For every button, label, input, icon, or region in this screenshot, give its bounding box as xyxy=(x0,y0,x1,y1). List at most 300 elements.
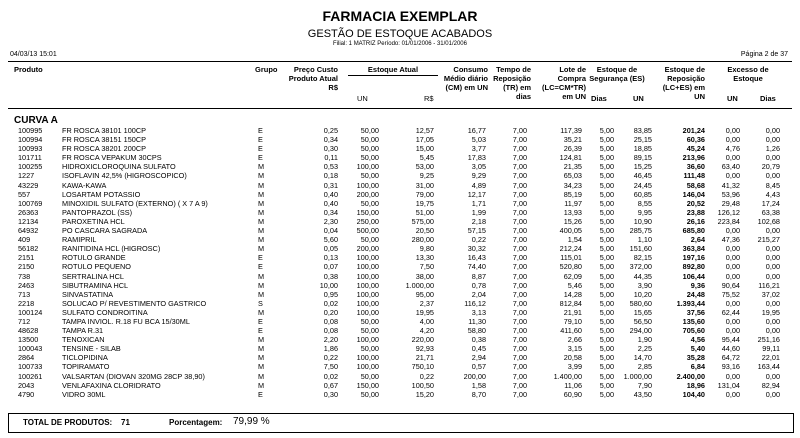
row-excesso-un: 0,00 xyxy=(725,262,740,272)
row-tempo: 7,00 xyxy=(512,344,527,354)
row-seguranca-un: 9,95 xyxy=(637,207,652,217)
row-description: TENOXICAN xyxy=(62,335,105,345)
row-group: M xyxy=(258,371,265,381)
row-tempo: 7,00 xyxy=(512,380,527,390)
row-seguranca-un: 285,75 xyxy=(629,226,652,236)
row-excesso-un: 0,00 xyxy=(725,153,740,163)
row-seguranca-un: 89,15 xyxy=(633,153,652,163)
row-excesso-un: 53,96 xyxy=(721,189,740,199)
col-excesso-un: UN xyxy=(727,94,738,103)
header-bottom-rule xyxy=(8,108,792,109)
row-code: 43229 xyxy=(18,180,39,190)
row-tempo: 7,00 xyxy=(512,207,527,217)
row-seguranca-un: 2,85 xyxy=(637,362,652,372)
row-lote: 35,21 xyxy=(563,135,582,145)
curve-label: CURVA A xyxy=(14,115,58,126)
row-excesso-un: 0,00 xyxy=(725,253,740,263)
row-excesso-dias: 22,01 xyxy=(761,353,780,363)
table-row xyxy=(0,272,800,281)
row-preco-custo: 10,00 xyxy=(319,280,338,290)
row-consumo: 9,29 xyxy=(471,171,486,181)
row-reposicao: 36,60 xyxy=(686,162,705,172)
row-lote: 20,58 xyxy=(563,353,582,363)
row-excesso-dias: 0,00 xyxy=(765,153,780,163)
row-excesso-un: 95,44 xyxy=(721,335,740,345)
row-estoque-un: 50,00 xyxy=(360,171,379,181)
row-estoque-un: 50,00 xyxy=(360,326,379,336)
row-excesso-dias: 0,00 xyxy=(765,226,780,236)
row-description: VIDRO 30ML xyxy=(62,389,106,399)
row-lote: 5,46 xyxy=(567,280,582,290)
row-estoque-un: 200,00 xyxy=(356,189,379,199)
row-excesso-dias: 116,21 xyxy=(758,280,780,290)
row-excesso-dias: 20,79 xyxy=(761,162,780,172)
row-estoque-rs: 9,25 xyxy=(419,171,434,181)
row-seguranca-un: 1,90 xyxy=(637,335,652,345)
row-excesso-dias: 0,00 xyxy=(765,126,780,135)
row-lote: 411,60 xyxy=(560,326,582,336)
row-seguranca-un: 43,50 xyxy=(633,389,652,399)
row-group: M xyxy=(258,180,265,190)
report-datetime: 04/03/13 15:01 xyxy=(10,51,57,58)
row-estoque-un: 50,00 xyxy=(360,198,379,208)
row-seguranca-un: 56,50 xyxy=(633,316,652,326)
row-estoque-un: 100,00 xyxy=(356,298,379,308)
row-reposicao: 135,60 xyxy=(682,316,705,326)
row-excesso-dias: 0,00 xyxy=(765,262,780,272)
col-estoque-un: UN xyxy=(357,94,368,103)
row-tempo: 7,00 xyxy=(512,153,527,163)
row-excesso-un: 223,84 xyxy=(717,216,740,226)
row-description: FR ROSCA 38151 150CP xyxy=(62,135,146,145)
row-consumo: 11,30 xyxy=(468,316,486,326)
row-seguranca-dias: 5,00 xyxy=(599,244,614,254)
row-lote: 2,66 xyxy=(567,335,582,345)
row-description: PAROXETINA HCL xyxy=(62,216,125,226)
row-description: RAMIPRIL xyxy=(62,235,97,245)
row-seguranca-un: 24,45 xyxy=(633,180,652,190)
row-group: E xyxy=(258,126,263,135)
row-lote: 79,10 xyxy=(563,316,582,326)
row-description: SULFATO CONDROITINA xyxy=(62,307,148,317)
row-reposicao: 892,80 xyxy=(682,262,705,272)
total-products-label: TOTAL DE PRODUTOS: xyxy=(23,418,113,427)
row-reposicao: 685,80 xyxy=(682,226,705,236)
row-code: 100255 xyxy=(18,162,43,172)
row-seguranca-un: 2,25 xyxy=(637,344,652,354)
row-seguranca-dias: 5,00 xyxy=(599,198,614,208)
row-excesso-dias: 4,43 xyxy=(765,189,780,199)
row-preco-custo: 0,04 xyxy=(323,226,338,236)
row-estoque-un: 100,00 xyxy=(356,307,379,317)
row-code: 56182 xyxy=(18,244,39,254)
row-code: 100733 xyxy=(18,362,43,372)
row-consumo: 30,32 xyxy=(467,244,486,254)
row-preco-custo: 1,86 xyxy=(323,344,338,354)
row-consumo: 8,87 xyxy=(471,271,486,281)
table-row xyxy=(0,199,800,208)
table-row xyxy=(0,317,800,326)
row-excesso-un: 93,16 xyxy=(721,362,740,372)
row-seguranca-un: 3,90 xyxy=(637,280,652,290)
product-table xyxy=(0,126,800,399)
row-seguranca-dias: 5,00 xyxy=(599,135,614,145)
row-seguranca-un: 60,85 xyxy=(633,189,652,199)
row-seguranca-dias: 5,00 xyxy=(599,371,614,381)
table-row xyxy=(0,253,800,262)
row-seguranca-dias: 5,00 xyxy=(599,289,614,299)
row-estoque-un: 50,00 xyxy=(360,235,379,245)
row-tempo: 7,00 xyxy=(512,253,527,263)
row-description: SIBUTRAMINA HCL xyxy=(62,280,129,290)
row-preco-custo: 0,18 xyxy=(323,171,338,181)
row-estoque-un: 50,00 xyxy=(360,144,379,154)
row-reposicao: 45,24 xyxy=(686,144,705,154)
row-excesso-un: 0,00 xyxy=(725,135,740,145)
table-row xyxy=(0,190,800,199)
row-tempo: 7,00 xyxy=(512,307,527,317)
row-tempo: 7,00 xyxy=(512,326,527,336)
row-consumo: 17,83 xyxy=(467,153,486,163)
row-estoque-rs: 53,00 xyxy=(415,162,434,172)
row-excesso-dias: 1,26 xyxy=(765,144,780,154)
table-row xyxy=(0,390,800,399)
row-seguranca-dias: 5,00 xyxy=(599,326,614,336)
row-seguranca-dias: 5,00 xyxy=(599,271,614,281)
row-excesso-dias: 0,00 xyxy=(765,135,780,145)
row-lote: 62,09 xyxy=(563,271,582,281)
row-estoque-un: 50,00 xyxy=(360,344,379,354)
row-consumo: 1,71 xyxy=(471,198,486,208)
row-seguranca-un: 25,15 xyxy=(633,135,652,145)
row-description: ROTULO GRANDE xyxy=(62,253,126,263)
table-row xyxy=(0,335,800,344)
row-preco-custo: 0,34 xyxy=(323,207,338,217)
row-seguranca-dias: 5,00 xyxy=(599,344,614,354)
row-consumo: 1,58 xyxy=(471,380,486,390)
row-estoque-rs: 17,05 xyxy=(415,135,434,145)
row-consumo: 3,13 xyxy=(471,307,486,317)
row-estoque-un: 150,00 xyxy=(356,207,379,217)
row-description: KAWA-KAWA xyxy=(62,180,107,190)
row-tempo: 7,00 xyxy=(512,389,527,399)
row-seguranca-un: 18,85 xyxy=(633,144,652,154)
table-row xyxy=(0,326,800,335)
row-estoque-un: 100,00 xyxy=(356,362,379,372)
row-lote: 65,03 xyxy=(563,171,582,181)
row-preco-custo: 0,07 xyxy=(323,262,338,272)
table-row xyxy=(0,226,800,235)
row-group: M xyxy=(258,335,265,345)
row-excesso-dias: 163,44 xyxy=(757,362,780,372)
row-estoque-rs: 95,00 xyxy=(415,289,434,299)
row-tempo: 7,00 xyxy=(512,271,527,281)
estoque-atual-rule xyxy=(348,75,438,76)
row-description: VALSARTAN (DIOVAN 320MG 28CP 38,90) xyxy=(62,371,205,381)
row-tempo: 7,00 xyxy=(512,226,527,236)
row-seguranca-dias: 5,00 xyxy=(599,389,614,399)
row-excesso-un: 63,40 xyxy=(721,162,740,172)
report-subtitle: GESTÃO DE ESTOQUE ACABADOS xyxy=(307,28,493,40)
table-row xyxy=(0,144,800,153)
row-tempo: 7,00 xyxy=(512,198,527,208)
header-top-rule xyxy=(8,61,792,62)
report-title: FARMACIA EXEMPLAR xyxy=(322,8,478,24)
row-estoque-un: 50,00 xyxy=(360,389,379,399)
row-estoque-rs: 7,50 xyxy=(419,262,434,272)
col-preco-custo: Preço Custo Produto Atual R$ xyxy=(288,65,338,92)
row-seguranca-un: 15,65 xyxy=(633,307,652,317)
row-excesso-un: 44,60 xyxy=(721,344,740,354)
row-seguranca-un: 15,25 xyxy=(633,162,652,172)
row-excesso-dias: 0,00 xyxy=(765,371,780,381)
row-estoque-un: 100,00 xyxy=(356,353,379,363)
row-reposicao: 35,28 xyxy=(686,353,705,363)
row-reposicao: 2.400,00 xyxy=(676,371,705,381)
table-row xyxy=(0,299,800,308)
row-estoque-rs: 15,20 xyxy=(415,389,434,399)
row-preco-custo: 0,11 xyxy=(324,153,338,163)
row-seguranca-dias: 5,00 xyxy=(599,171,614,181)
row-lote: 14,28 xyxy=(563,289,582,299)
row-excesso-dias: 0,00 xyxy=(765,244,780,254)
row-code: 13500 xyxy=(18,335,39,345)
row-preco-custo: 0,67 xyxy=(323,380,338,390)
row-group: E xyxy=(258,153,263,163)
row-group: M xyxy=(258,380,265,390)
row-consumo: 0,57 xyxy=(471,362,486,372)
row-seguranca-dias: 5,00 xyxy=(599,380,614,390)
row-excesso-dias: 0,00 xyxy=(765,316,780,326)
row-preco-custo: 2,30 xyxy=(323,216,338,226)
row-seguranca-dias: 5,00 xyxy=(599,262,614,272)
row-lote: 3,15 xyxy=(567,344,582,354)
row-lote: 812,84 xyxy=(559,298,582,308)
row-tempo: 7,00 xyxy=(512,189,527,199)
col-seguranca-dias: Dias xyxy=(591,94,607,103)
row-excesso-dias: 19,95 xyxy=(761,307,780,317)
row-seguranca-un: 46,45 xyxy=(633,171,652,181)
row-excesso-un: 0,00 xyxy=(725,244,740,254)
row-excesso-un: 126,12 xyxy=(717,207,740,217)
table-row xyxy=(0,281,800,290)
row-group: E xyxy=(258,253,263,263)
row-estoque-rs: 12,57 xyxy=(415,126,434,135)
row-seguranca-un: 44,35 xyxy=(633,271,652,281)
row-tempo: 7,00 xyxy=(512,216,527,226)
row-tempo: 7,00 xyxy=(512,316,527,326)
row-group: M xyxy=(258,235,265,245)
row-estoque-un: 250,00 xyxy=(356,216,379,226)
row-reposicao: 24,48 xyxy=(686,289,705,299)
table-row xyxy=(0,135,800,144)
row-estoque-un: 50,00 xyxy=(360,153,379,163)
row-seguranca-un: 151,60 xyxy=(629,244,652,254)
row-description: FR ROSCA 38101 100CP xyxy=(62,126,146,135)
row-reposicao: 1.393,44 xyxy=(676,298,705,308)
row-consumo: 58,80 xyxy=(467,326,486,336)
row-excesso-un: 62,44 xyxy=(721,307,740,317)
row-seguranca-dias: 5,00 xyxy=(599,298,614,308)
row-group: E xyxy=(258,135,263,145)
row-estoque-rs: 21,71 xyxy=(415,353,434,363)
row-preco-custo: 0,95 xyxy=(323,289,338,299)
row-estoque-rs: 2,37 xyxy=(419,298,434,308)
row-lote: 1.400,00 xyxy=(553,371,582,381)
row-preco-custo: 0,02 xyxy=(323,371,338,381)
row-preco-custo: 0,08 xyxy=(323,326,338,336)
row-group: M xyxy=(258,207,265,217)
row-tempo: 7,00 xyxy=(512,289,527,299)
row-description: FR ROSCA VEPAKUM 30CPS xyxy=(62,153,162,163)
table-row xyxy=(0,344,800,353)
row-estoque-un: 100,00 xyxy=(356,262,379,272)
row-consumo: 0,38 xyxy=(471,335,486,345)
row-preco-custo: 2,20 xyxy=(323,335,338,345)
row-code: 2150 xyxy=(18,262,35,272)
row-code: 100769 xyxy=(18,198,43,208)
row-estoque-un: 100,00 xyxy=(356,162,379,172)
row-estoque-un: 100,00 xyxy=(356,280,379,290)
row-code: 48628 xyxy=(18,326,39,336)
row-seguranca-dias: 5,00 xyxy=(599,235,614,245)
row-reposicao: 20,52 xyxy=(686,198,705,208)
row-estoque-rs: 0,22 xyxy=(419,371,434,381)
row-consumo: 4,89 xyxy=(471,180,486,190)
row-lote: 85,19 xyxy=(563,189,582,199)
row-excesso-dias: 0,00 xyxy=(765,326,780,336)
row-reposicao: 705,60 xyxy=(682,326,705,336)
row-seguranca-dias: 5,00 xyxy=(599,307,614,317)
table-row xyxy=(0,353,800,362)
table-row xyxy=(0,244,800,253)
col-lote-compra: Lote de Compra (LC=CM*TR) em UN xyxy=(542,65,586,101)
row-estoque-un: 50,00 xyxy=(360,135,379,145)
row-tempo: 7,00 xyxy=(512,262,527,272)
row-consumo: 8,70 xyxy=(471,389,486,399)
col-seguranca-un: UN xyxy=(633,94,644,103)
row-estoque-un: 100,00 xyxy=(356,335,379,345)
row-seguranca-dias: 5,00 xyxy=(599,207,614,217)
row-description: RANITIDINA HCL (HIGROSC) xyxy=(62,244,161,254)
row-description: MINOXIDIL SULFATO (EXTERNO) ( X 7 A 9) xyxy=(62,198,208,208)
row-reposicao: 6,84 xyxy=(690,362,705,372)
row-code: 100124 xyxy=(18,307,43,317)
row-excesso-un: 0,00 xyxy=(725,171,740,181)
row-excesso-un: 29,48 xyxy=(721,198,740,208)
row-excesso-un: 0,00 xyxy=(725,326,740,336)
row-excesso-un: 0,00 xyxy=(725,371,740,381)
row-preco-custo: 0,08 xyxy=(323,316,338,326)
row-description: TENSINE - SILAB xyxy=(62,344,121,354)
row-description: LOSARTAM POTASSIO xyxy=(62,189,141,199)
row-estoque-un: 50,00 xyxy=(360,316,379,326)
row-group: M xyxy=(258,226,265,236)
row-lote: 11,06 xyxy=(564,380,582,390)
row-excesso-dias: 215,27 xyxy=(757,235,780,245)
row-excesso-un: 75,52 xyxy=(721,289,740,299)
row-preco-custo: 5,60 xyxy=(323,235,338,245)
row-estoque-rs: 20,50 xyxy=(415,226,434,236)
table-row xyxy=(0,381,800,390)
row-estoque-un: 50,00 xyxy=(360,126,379,135)
row-seguranca-dias: 5,00 xyxy=(599,153,614,163)
table-row xyxy=(0,262,800,271)
row-lote: 520,80 xyxy=(559,262,582,272)
table-row xyxy=(0,372,800,381)
row-tempo: 7,00 xyxy=(512,280,527,290)
row-group: E xyxy=(258,262,263,272)
row-excesso-dias: 251,16 xyxy=(757,335,780,345)
row-estoque-rs: 750,10 xyxy=(411,362,434,372)
row-group: E xyxy=(258,316,263,326)
row-consumo: 2,94 xyxy=(471,353,486,363)
row-code: 557 xyxy=(18,189,31,199)
col-estoque-atual: Estoque Atual xyxy=(367,65,419,74)
row-code: 2864 xyxy=(18,353,35,363)
row-code: 12134 xyxy=(18,216,39,226)
table-row xyxy=(0,362,800,371)
row-consumo: 0,22 xyxy=(471,235,486,245)
row-preco-custo: 0,13 xyxy=(323,253,338,263)
row-code: 409 xyxy=(18,235,31,245)
row-description: HIDROXICLOROQUINA SULFATO xyxy=(62,162,176,172)
row-preco-custo: 0,02 xyxy=(323,298,338,308)
row-code: 2151 xyxy=(18,253,35,263)
row-description: VENLAFAXINA CLORIDRATO xyxy=(62,380,161,390)
row-lote: 117,39 xyxy=(560,126,582,135)
row-excesso-un: 0,00 xyxy=(725,126,740,135)
row-group: M xyxy=(258,216,265,226)
row-consumo: 2,18 xyxy=(471,216,486,226)
row-consumo: 57,15 xyxy=(467,226,486,236)
row-estoque-rs: 100,50 xyxy=(411,380,434,390)
row-estoque-rs: 9,80 xyxy=(419,244,434,254)
row-excesso-un: 131,04 xyxy=(717,380,740,390)
row-code: 2218 xyxy=(18,298,35,308)
row-estoque-rs: 280,00 xyxy=(411,235,434,245)
row-description: FR ROSCA 38201 200CP xyxy=(62,144,146,154)
row-reposicao: 26,16 xyxy=(686,216,705,226)
row-reposicao: 60,36 xyxy=(686,135,705,145)
row-tempo: 7,00 xyxy=(512,235,527,245)
row-seguranca-dias: 5,00 xyxy=(599,253,614,263)
row-consumo: 3,05 xyxy=(471,162,486,172)
row-excesso-dias: 0,00 xyxy=(765,271,780,281)
row-consumo: 116,12 xyxy=(464,298,486,308)
row-excesso-dias: 99,11 xyxy=(762,344,780,354)
row-code: 100993 xyxy=(18,144,43,154)
row-estoque-rs: 92,93 xyxy=(415,344,434,354)
row-estoque-rs: 38,00 xyxy=(415,271,434,281)
row-reposicao: 37,56 xyxy=(686,307,705,317)
row-description: ROTULO PEQUENO xyxy=(62,262,131,272)
row-description: ISOFLAVIN 42,5% (HIGROSCOPICO) xyxy=(62,171,187,181)
row-excesso-dias: 17,24 xyxy=(761,198,780,208)
row-preco-custo: 0,34 xyxy=(323,135,338,145)
total-products-value: 71 xyxy=(121,418,130,427)
row-seguranca-un: 8,55 xyxy=(637,198,652,208)
row-group: M xyxy=(258,344,265,354)
table-row xyxy=(0,153,800,162)
row-reposicao: 146,04 xyxy=(682,189,705,199)
row-consumo: 1,99 xyxy=(471,207,486,217)
row-excesso-dias: 0,00 xyxy=(765,253,780,263)
row-preco-custo: 0,31 xyxy=(323,180,338,190)
row-description: SERTRALINA HCL xyxy=(62,271,124,281)
row-seguranca-dias: 5,00 xyxy=(599,180,614,190)
row-estoque-rs: 5,45 xyxy=(419,153,434,163)
